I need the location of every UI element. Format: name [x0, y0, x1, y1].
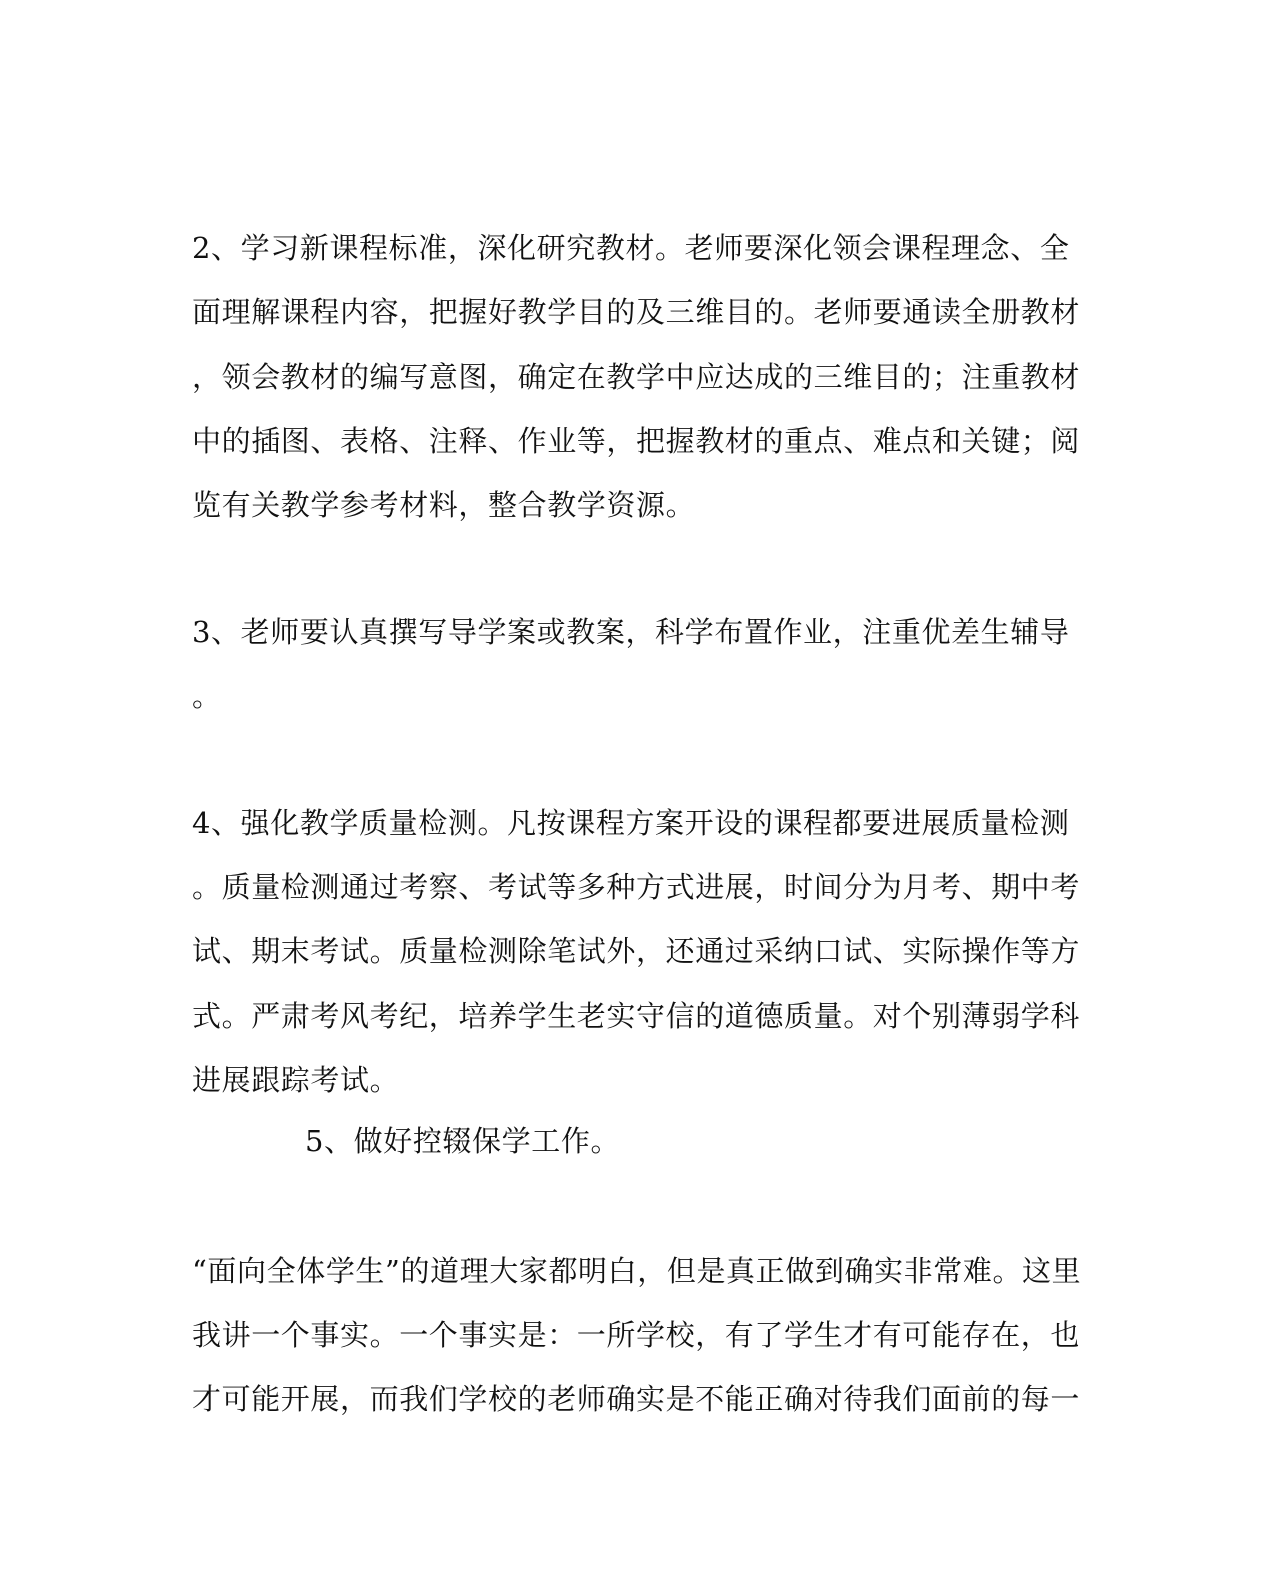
paragraph-2-line-1: 2、学习新课程标准，深化研究教材。老师要深化领会课程理念、全 [192, 231, 1070, 265]
paragraph-4-line-5: 进展跟踪考试。 [192, 1063, 400, 1097]
paragraph-5-line-1: 5、做好控辍保学工作。 [305, 1124, 621, 1158]
paragraph-4-line-3: 试、期末考试。质量检测除笔试外，还通过采纳口试、实际操作等方 [192, 934, 1081, 968]
paragraph-6-line-3: 才可能开展，而我们学校的老师确实是不能正确对待我们面前的每一 [192, 1382, 1081, 1416]
paragraph-2-line-2: 面理解课程内容，把握好教学目的及三维目的。老师要通读全册教材 [192, 295, 1081, 329]
paragraph-2-line-5: 览有关教学参考材料，整合教学资源。 [192, 488, 696, 522]
paragraph-3-line-2: 。 [192, 679, 222, 713]
paragraph-6-line-1: “面向全体学生”的道理大家都明白，但是真正做到确实非常难。这里 [192, 1254, 1082, 1288]
paragraph-3-line-1: 3、老师要认真撰写导学案或教案，科学布置作业，注重优差生辅导 [192, 615, 1070, 649]
paragraph-4-line-1: 4、强化教学质量检测。凡按课程方案开设的课程都要进展质量检测 [192, 806, 1070, 840]
paragraph-6-line-2: 我讲一个事实。一个事实是：一所学校，有了学生才有可能存在，也 [192, 1318, 1081, 1352]
paragraph-4-line-2: 。质量检测通过考察、考试等多种方式进展，时间分为月考、期中考 [192, 870, 1081, 904]
paragraph-2-line-4: 中的插图、表格、注释、作业等，把握教材的重点、难点和关键；阅 [192, 424, 1081, 458]
paragraph-2-line-3: ，领会教材的编写意图，确定在教学中应达成的三维目的；注重教材 [192, 360, 1081, 394]
paragraph-4-line-4: 式。严肃考风考纪，培养学生老实守信的道德质量。对个别薄弱学科 [192, 999, 1081, 1033]
